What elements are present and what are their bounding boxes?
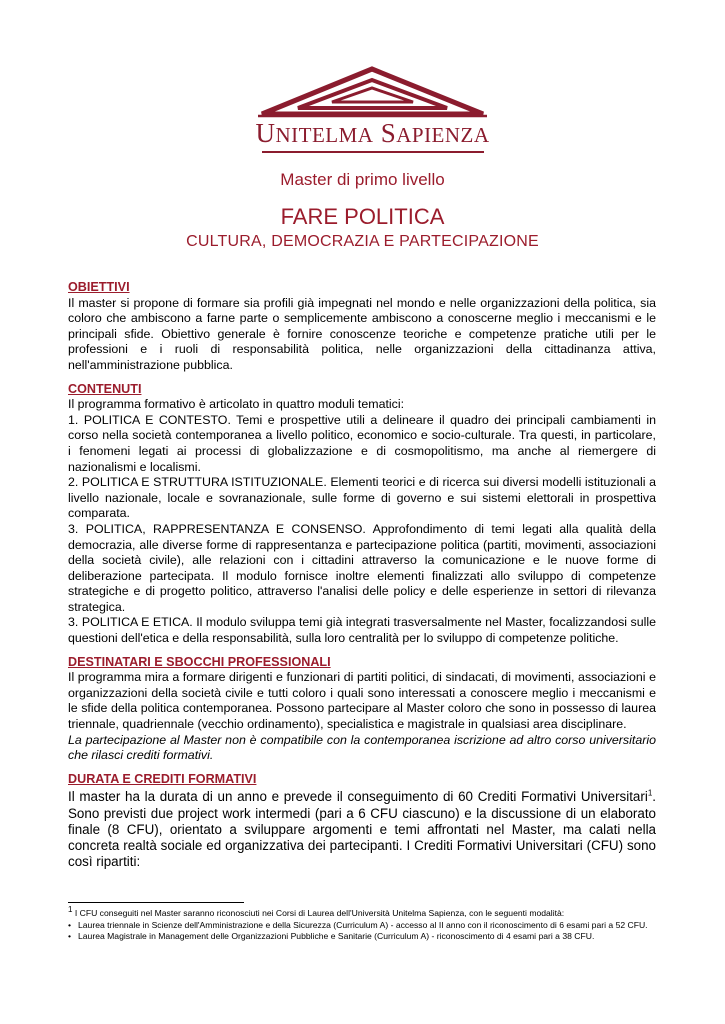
section-title: DURATA E CREDITI FORMATIVI: [68, 771, 257, 786]
footnote-text: $^1$ I CFU conseguiti nel Master saranno riconosciuti nei Corsi di Laurea dell'Università Unitelma Sapienza, con le seguenti modalità:: [68, 905, 565, 918]
section-title: OBIETTIVI: [68, 280, 130, 294]
page-title: FARE POLITICA: [280, 204, 445, 229]
compatibility-note: La partecipazione al Master non è compatibile con la contemporanea iscrizione ad altro corso universitario che rilasci crediti formativi.: [68, 732, 656, 763]
section-durata: [68, 772, 656, 871]
section-paragraph: Il master ha la durata di un anno e prevede il conseguimento di 60 Crediti Formativi Universitari$^1$. Sono previsti due project work intermedi (pari a 6 CFU ciascuno) e la discussione di un elaborato finale (8 CFU), orientato a sviluppare argomenti e temi affrontati nel Master, ma calati nella concreta realtà sociale ed organizzativa dei partecipanti. I Crediti Formativi Universitari (CFU) sono così ripartiti:: [68, 788, 656, 870]
section-contenuti: [68, 382, 656, 647]
footnotes: [68, 905, 658, 943]
section-title: DESTINATARI E SBOCCHI PROFESSIONALI: [68, 654, 331, 669]
page-subtitle: CULTURA, DEMOCRAZIA E PARTECIPAZIONE: [186, 233, 539, 250]
footnote-bullet-item: • Laurea Magistrale in Management delle Organizzazioni Pubbliche e Sanitarie (Curriculum A) - riconoscimento di 4 esami pari a 38 CFU.: [68, 931, 595, 942]
roof-emblem-icon: [250, 66, 495, 118]
logo-wordmark: UNITELMA SAPIENZA: [255, 118, 490, 148]
section-destinatari: [68, 655, 656, 764]
unitelma-sapienza-logo: [250, 66, 495, 156]
section-title: CONTENUTI: [68, 381, 142, 396]
section-paragraph: Il programma mira a formare dirigenti e funzionari di partiti politici, di sindacati, di movimenti, associazioni e organizzazioni della società civile e tutti coloro i quali sono interessati a conoscere meglio i meccanismi e le sfide della politica contemporanea. Possono partecipare al Master coloro che sono in possesso di laurea triennale, quadriennale (vecchio ordinamento), specialistica e magistrale in qualsiasi area disciplinare.: [68, 670, 656, 732]
module-item: 1. POLITICA E CONTESTO. Temi e prospettive utili a delineare il quadro dei principali cambiamenti in corso nella società contemporanea a livello politico, economico e socio-culturale. Tra questi, in particolare, i fenomeni legati ai processi di globalizzazione e di cosmopolitismo, ma anche al riemergere di nazionalismi e localismi.: [68, 412, 656, 474]
section-paragraph: Il master si propone di formare sia profili già impegnati nel mondo e nelle organizzazioni della politica, sia coloro che ambiscono a farne parte o semplicemente ambiscono a conoscerne meglio i meccanismi e le principali sfide. Obiettivo generale è fornire conoscenze teoriche e competenze pratiche utili per le professioni e i ruoli di responsabilità politica, nelle organizzazioni della cittadinanza attiva, nell'amministrazione pubblica.: [68, 295, 656, 372]
section-obiettivi: [68, 280, 656, 374]
footnote-separator: [68, 902, 244, 903]
module-item: 2. POLITICA E STRUTTURA ISTITUZIONALE. Elementi teorici e di ricerca sui diversi modelli istituzionali a livello nazionale, locale e sovranazionale, sulle forme di governo e sui sistemi elettorali in prospettiva comparata.: [68, 475, 656, 521]
module-item: 3. POLITICA, RAPPRESENTANZA E CONSENSO. Approfondimento di temi legati alla qualità della democrazia, alle diverse forme di rappresentanza e partecipazione politica (partiti, movimenti, associazioni della società civile), alle relazioni con i cittadini attraverso la comunicazione e le nuove forme di deliberazione partecipata. Il modulo fornisce inoltre elementi finalizzati allo sviluppo di competenze strategiche e di progetto politico, attraverso l'analisi delle policy e delle esperienze in settori di rilevanza strategica.: [68, 521, 656, 614]
footnote-reference: 1: [647, 788, 653, 798]
master-level-label: Master di primo livello: [280, 170, 445, 189]
module-item: 3. POLITICA E ETICA. Il modulo sviluppa temi già integrati trasversalmente nel Master, focalizzandosi sulle questioni dell'etica e della responsabilità, sulla loro centralità per lo sviluppo di competenze politiche.: [68, 615, 656, 646]
footnote-bullet-item: • Laurea triennale in Scienze dell'Amministrazione e della Sicurezza (Curriculum A) - accesso al II anno con il riconoscimento di 6 esami pari a 52 CFU.: [68, 919, 648, 930]
logo-underline: [262, 151, 484, 153]
document-body: [68, 280, 656, 870]
section-intro: Il programma formativo è articolato in quattro moduli tematici:: [68, 397, 405, 412]
